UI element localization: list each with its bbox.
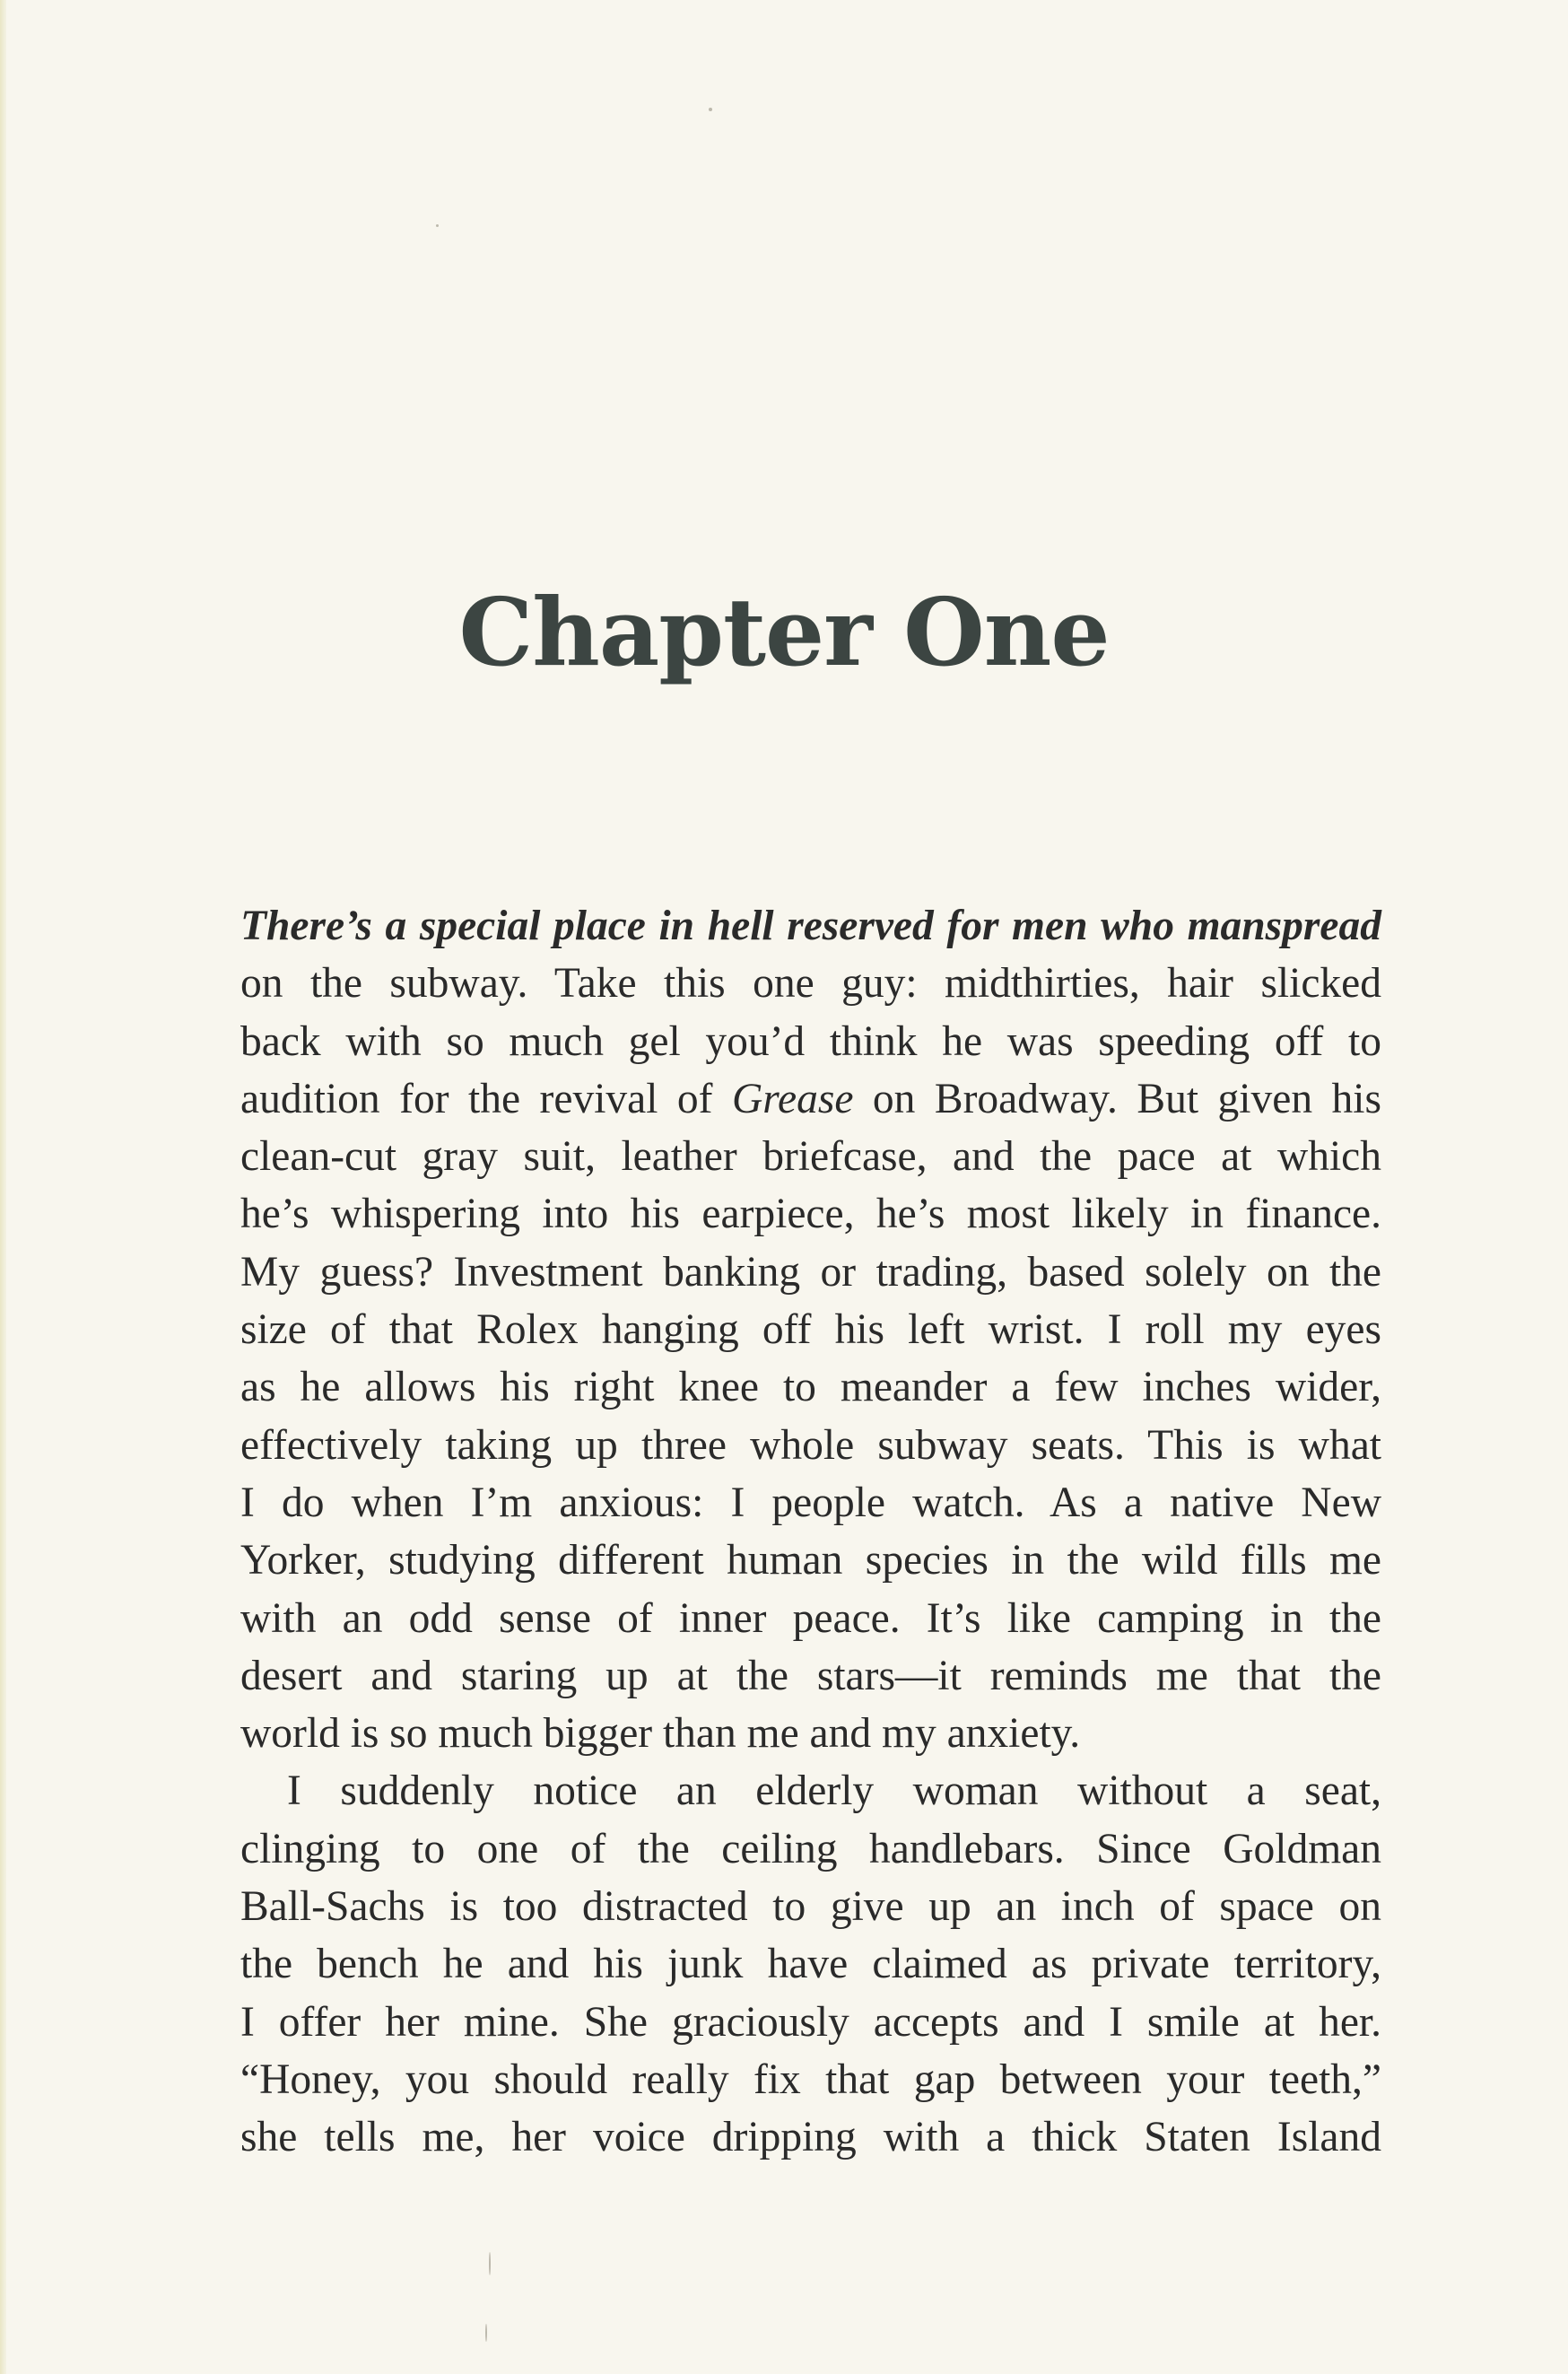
text-line-indented	[240, 1762, 1381, 1820]
text-line	[240, 1878, 1381, 1935]
text-segment: audition for the revival of	[240, 1075, 732, 1122]
text-line	[240, 1185, 1381, 1243]
text-line	[240, 1417, 1381, 1474]
text-segment: on the subway. Take this one guy: midthirties, hair slicked	[240, 960, 1381, 1008]
text-line	[240, 1301, 1381, 1358]
text-segment: the bench he and his junk have claimed as private territory,	[240, 1941, 1381, 1988]
text-segment: Yorker, studying different human species in the wild fills me	[240, 1537, 1381, 1584]
italic-title: Grease	[732, 1075, 854, 1122]
text-line	[240, 1994, 1381, 2051]
text-segment: he’s whispering into his earpiece, he’s most likely in finance.	[240, 1191, 1381, 1238]
text-line	[240, 1358, 1381, 1416]
text-segment: desert and staring up at the stars—it reminds me that the	[240, 1652, 1381, 1699]
page-binding-edge	[0, 0, 6, 2374]
text-line	[240, 955, 1381, 1012]
text-segment: I suddenly notice an elderly woman without a seat,	[287, 1767, 1381, 1815]
text-line	[240, 1532, 1381, 1589]
text-segment: with an odd sense of inner peace. It’s like camping in the	[240, 1594, 1381, 1642]
scan-speck	[436, 224, 439, 227]
text-segment: I do when I’m anxious: I people watch. As a native New	[240, 1479, 1381, 1526]
text-segment: There’s a special place in hell reserved for men who manspread	[240, 903, 1381, 949]
scan-speck	[489, 2252, 491, 2275]
text-line	[240, 1647, 1381, 1705]
text-segment: as he allows his right knee to meander a few inches wider,	[240, 1364, 1381, 1411]
text-line	[240, 1474, 1381, 1532]
text-segment: effectively taking up three whole subway seats. This is what	[240, 1421, 1381, 1469]
text-segment: world is so much bigger than me and my anxiety.	[240, 1710, 1081, 1758]
text-line-opening	[240, 897, 1381, 955]
text-segment: she tells me, her voice dripping with a thick Staten Island	[240, 2114, 1381, 2161]
text-segment: back with so much gel you’d think he was speeding off to	[240, 1017, 1381, 1065]
text-line	[240, 2051, 1381, 2108]
chapter-body	[240, 897, 1381, 2167]
text-segment: “Honey, you should really fix that gap between your teeth,”	[240, 2055, 1381, 2103]
scan-speck	[709, 108, 712, 111]
text-line	[240, 1705, 1381, 1762]
text-segment: clean-cut gray suit, leather briefcase, and the pace at which	[240, 1133, 1381, 1181]
scan-speck	[485, 2324, 487, 2342]
text-line	[240, 1128, 1381, 1185]
text-line	[240, 1013, 1381, 1070]
text-line	[240, 1244, 1381, 1301]
text-line	[240, 1070, 1381, 1128]
chapter-title: Chapter One	[458, 577, 1110, 687]
text-line	[240, 1820, 1381, 1878]
text-segment: on Broadway. But given his	[853, 1075, 1381, 1122]
text-segment: My guess? Investment banking or trading, based solely on the	[240, 1248, 1381, 1296]
text-segment: clinging to one of the ceiling handlebars. Since Goldman	[240, 1825, 1381, 1872]
text-line	[240, 1590, 1381, 1647]
text-line	[240, 1935, 1381, 1993]
text-segment: I offer her mine. She graciously accepts and I smile at her.	[240, 1998, 1381, 2046]
text-segment: size of that Rolex hanging off his left wrist. I roll my eyes	[240, 1306, 1381, 1354]
text-segment: Ball-Sachs is too distracted to give up an inch of space on	[240, 1883, 1381, 1931]
text-line	[240, 2108, 1381, 2166]
